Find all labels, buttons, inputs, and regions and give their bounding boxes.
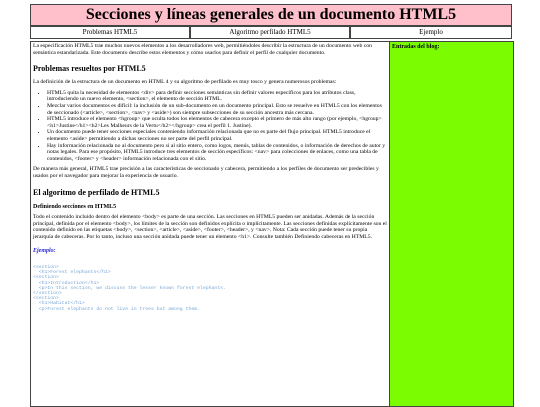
page-title: Secciones y líneas generales de un documento HTML5 (30, 4, 512, 26)
list-item: • Un documento puede tener secciones especiales conteniendo información relacionada que no es parte del flujo principal. HTML5 introduce el elemento <aside> permitiendo a dichas secciones no ser parte del perfil principal. (47, 129, 387, 142)
nav-item-ejemplo[interactable]: Ejemplo (350, 26, 512, 39)
nav-item-problemas[interactable]: Problemas HTML5 (30, 26, 190, 39)
main-content (30, 41, 390, 407)
intro-paragraph: La especificación HTML5 trae muchos nuevos elementos a los desarrolladores web, permitiéndoles describir la estructura de un documento web con semántica estandarizada. Este documento describe estos elementos y cómo usarlos para definir el perfil de cualquier documento. (33, 43, 372, 56)
subheading-definiendo: Definiendo secciones en HTML5 (33, 203, 117, 210)
list-item: • Hay información relacionada no al documento pero si al sitio entero, como logos, menús, tablas de contenidos, o información de derechos de autor y notas legales. Para ese propósito, HTML5 introduce tres elementos de sección específicos: <nav> para colecciones de enlaces, como una tabla de contenidos, <footer> y <header> información relacionada con el sitio. (47, 143, 387, 163)
list-item: • HTML5 introduce el elemento <hgroup> que oculta todos los elementos de cabecera excepto el primero de más alto rango (por ejemplo, <hgroup><h1>Justine</h1><h2>Les Malheurs de la Vertu</h2></hgroup> crea el perfil 1. Justine). (47, 116, 387, 129)
example-label: Ejemplo: (33, 248, 56, 255)
algorithm-paragraph: Todo el contenido incluido dentro del elemento <body> es parte de una sección. Las secciones en HTML5 pueden ser anidadas. Además de la sección principal, definida por el elemento <body>, los límites de la sección son definidos explícita o implícitamente. Las secciones definidas explícitamente son el contenido definido en las etiquetas <body>, <section>, <article>, <aside>, <footer>, <header>, y <nav>. Nota: Cada sección puede tener su propia jerarquía de cabeceras. Por lo tanto, incluso una sección anidada puede tener un elemento <h1>. Consulte también Definiendo cabeceras en HTML5. (33, 214, 387, 240)
nav-bar (30, 26, 512, 39)
section-heading-algoritmo: El algoritmo de perfilado de HTML5 (33, 187, 160, 197)
section-paragraph: La definición de la estructura de un documento en HTML 4 y su algoritmo de perfilado es muy tosco y genera numerosos problemas: (33, 79, 337, 86)
list-item: • Mezclar varios documentos es difícil: la inclusión de un sub-documento en un documento principal. Esto se resuelve en HTML5 con los elementos de seccionado (<article>, <section>, <nav> y <aside>) son siempre subsecciones de su sección ancestra más cercana. (47, 103, 387, 116)
closing-paragraph: De manera más general, HTML5 trae precisión a las características de seccionado y cabecera, permitiendo a los perfiles de documento ser predecibles y usados por el navegador para mejorar la experiencia de usuario. (33, 166, 379, 179)
sidebar-title: Entradas del blog: (392, 44, 440, 50)
list-item: • HTML5 quita la necesidad de elementos <div> para definir secciones semánticas sin definir valores específicos para los atributos class, introduciendo un nuevo elemento, <section>, el elemento de sección HTML. (47, 90, 387, 103)
code-example: <section> <h1>Forest elephants</h1> <section> <h1>Introduction</h1> <p>In this section, we discuss the lesser known forest elephants. </section> <section> <h1>Habitat</h1> <p>Forest elephants do not live in trees but among them. (33, 265, 226, 312)
problems-list (33, 90, 387, 163)
section-heading-problemas: Problemas resueltos por HTML5 (33, 64, 146, 74)
blog-sidebar (389, 41, 514, 407)
nav-item-algoritmo[interactable]: Algoritmo perfilado HTML5 (190, 26, 350, 39)
